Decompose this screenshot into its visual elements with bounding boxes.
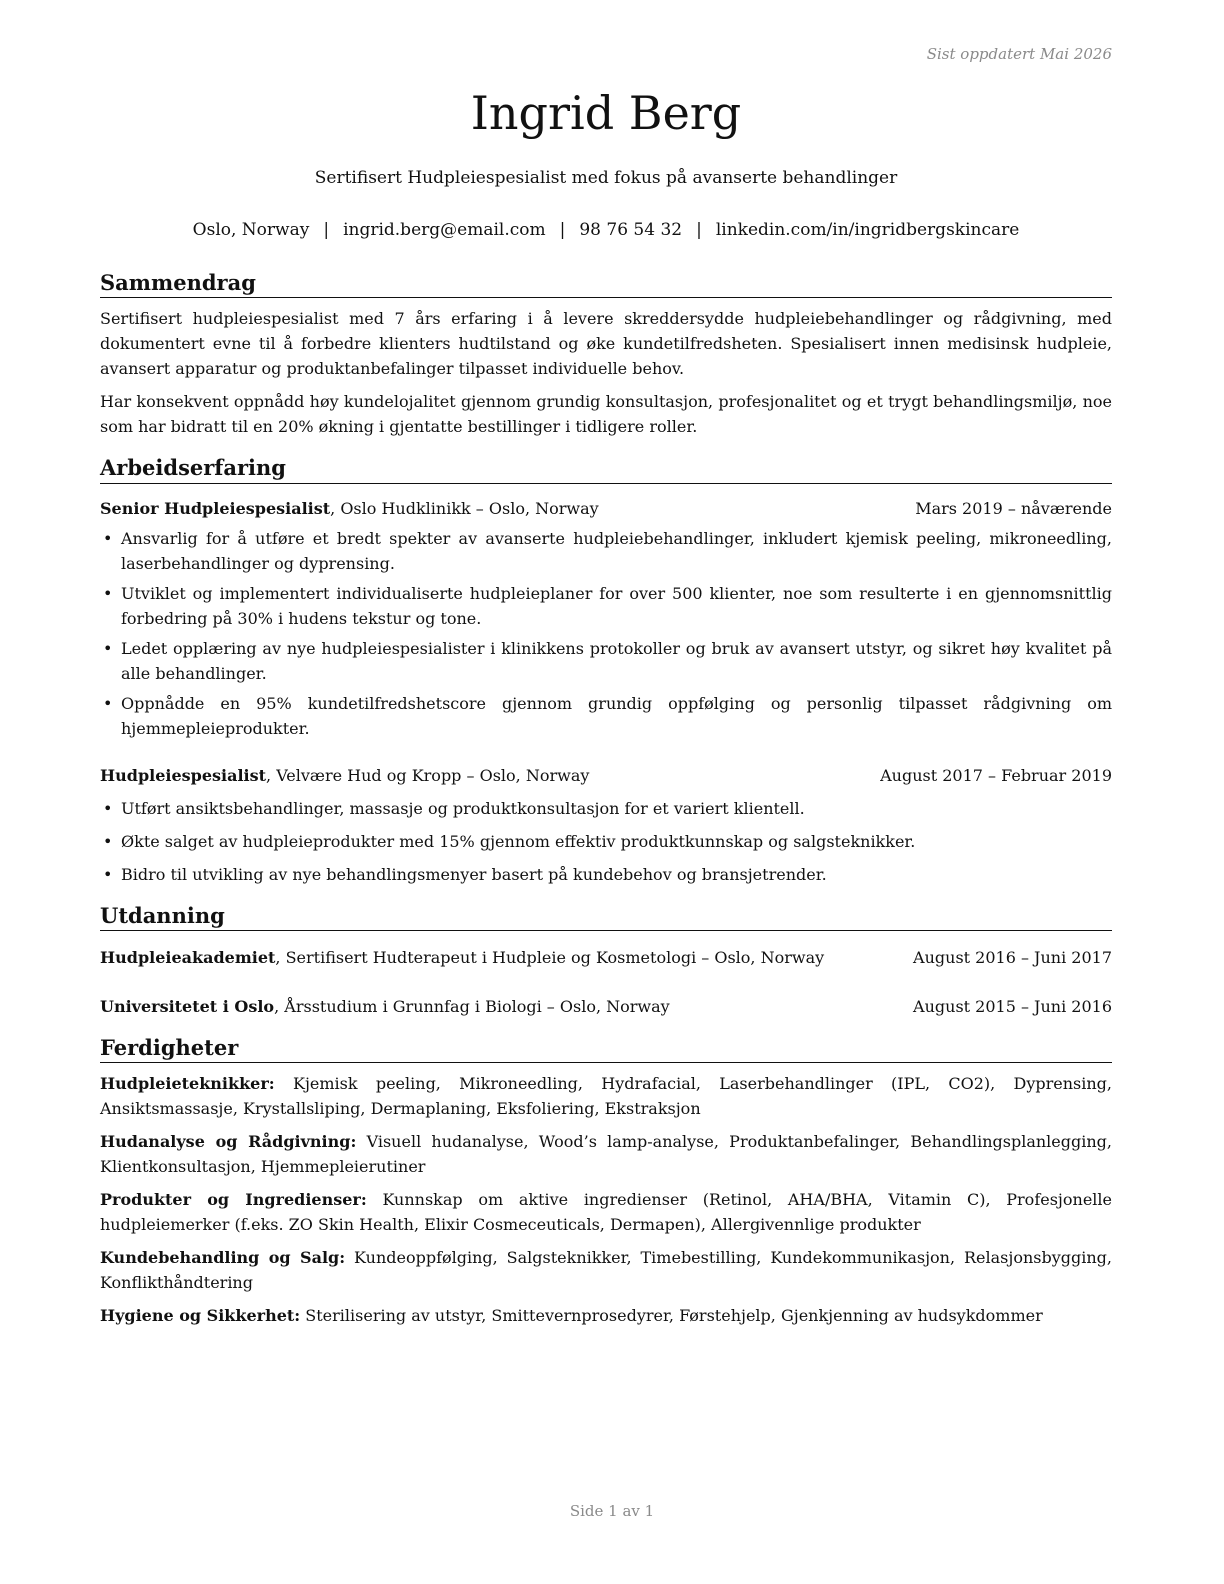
contact-line — [100, 220, 1112, 240]
section-title-experience: Arbeidserfaring — [100, 455, 1112, 483]
list-item: • Oppnådde en 95% kundetilfredshetscore gjennom grundig oppfølging og personlig tilpasset rådgivning om hjemmepleieprodukter. — [100, 691, 1112, 741]
section-title-summary: Sammendrag — [100, 270, 1112, 298]
skill-row — [100, 1187, 1112, 1237]
contact-linkedin[interactable]: linkedin.com/in/ingridbergskincare — [715, 220, 1020, 240]
job-header — [100, 763, 1112, 788]
education-school: Universitetet i Oslo — [100, 996, 275, 1016]
list-item: • Ansvarlig for å utføre et bredt spekter av avanserte hudpleiebehandlinger, inkludert kjemisk peeling, mikroneedling, laserbehandlinger og dyprensing. — [100, 526, 1112, 576]
skill-row — [100, 1071, 1112, 1121]
list-item: • Bidro til utvikling av nye behandlingsmenyer basert på kundebehov og bransjetrender. — [100, 862, 1112, 887]
skill-row — [100, 1303, 1112, 1328]
job-employer: , Oslo Hudklinikk – Oslo, Norway — [330, 498, 599, 518]
job-title-line — [100, 496, 599, 521]
contact-location: Oslo, Norway — [192, 220, 310, 240]
last-updated-note: Sist oppdatert Mai 2026 — [926, 45, 1112, 63]
skill-text: Kjemisk peeling, Mikroneedling, Hydrafacial, Laserbehandlinger (IPL, CO2), Dyprensing, Ansiktsmassasje, Krystallsliping, Dermaplaning, Eksfoliering, Ekstraksjon — [100, 1074, 1112, 1118]
contact-phone: 98 76 54 32 — [579, 220, 683, 240]
summary-paragraph: Sertifisert hudpleiespesialist med 7 års erfaring i å levere skreddersydde hudpleiebehandlinger og rådgivning, med dokumentert evne til å forbedre klienters hudtilstand og øke kundetilfredsheten. Spesialisert innen medisinsk hudpleie, avansert apparatur og produktanbefalinger tilpasset individuelle behov. — [100, 309, 1112, 379]
skill-label: Hudanalyse og Rådgivning: — [100, 1132, 357, 1151]
job-employer: , Velvære Hud og Kropp – Oslo, Norway — [266, 765, 590, 785]
skill-label: Hygiene og Sikkerhet: — [100, 1306, 301, 1325]
job-dates: Mars 2019 – nåværende — [915, 498, 1112, 518]
skill-text: Visuell hudanalyse, Wood’s lamp-analyse, Produktanbefalinger, Behandlingsplanlegging, Klientkonsultasjon, Hjemmepleierutiner — [100, 1132, 1112, 1176]
education-school: Hudpleieakademiet — [100, 947, 276, 967]
job-bullets — [100, 796, 1112, 887]
skill-label: Produkter og Ingredienser: — [100, 1190, 367, 1209]
skill-label: Hudpleieteknikker: — [100, 1074, 275, 1093]
education-dates: August 2016 – Juni 2017 — [913, 947, 1112, 967]
education-dates: August 2015 – Juni 2016 — [913, 996, 1112, 1016]
summary-paragraph: Har konsekvent oppnådd høy kundelojalitet gjennom grundig konsultasjon, profesjonalitet og et trygt behandlingsmiljø, noe som har bidratt til en 20% økning i gjentatte bestillinger i tidligere roller. — [100, 392, 1112, 437]
candidate-tagline: Sertifisert Hudpleiespesialist med fokus på avanserte behandlinger — [314, 168, 898, 188]
job-dates: August 2017 – Februar 2019 — [880, 765, 1112, 785]
skill-text: Kundeoppfølging, Salgsteknikker, Timebestilling, Kundekommunikasjon, Relasjonsbygging, Konflikthåndtering — [100, 1248, 1112, 1292]
list-item: • Ledet opplæring av nye hudpleiespesialister i klinikkens protokoller og bruk av avansert utstyr, og sikret høy kvalitet på alle behandlinger. — [100, 636, 1112, 686]
section-title-skills: Ferdigheter — [100, 1035, 1112, 1063]
skill-row — [100, 1245, 1112, 1295]
job-role: Hudpleiespesialist — [100, 765, 267, 785]
list-item: • Økte salget av hudpleieprodukter med 15% gjennom effektiv produktkunnskap og salgsteknikker. — [100, 829, 1112, 854]
contact-email[interactable]: ingrid.berg@email.com — [343, 220, 546, 240]
section-title-education: Utdanning — [100, 903, 1112, 931]
contact-separator: | — [323, 220, 330, 240]
job-bullets — [100, 526, 1112, 741]
list-item: • Utviklet og implementert individualiserte hudpleieplaner for over 500 klienter, noe som resulterte i en gjennomsnittlig forbedring på 30% i hudens tekstur og tone. — [100, 581, 1112, 631]
contact-separator: | — [696, 220, 702, 240]
skill-text: Kunnskap om aktive ingredienser (Retinol, AHA/BHA, Vitamin C), Profesjonelle hudpleiemerker (f.eks. ZO Skin Health, Elixir Cosmeceuticals, Dermapen), Allergivennlige produkter — [100, 1190, 1112, 1234]
page-number: Side 1 av 1 — [569, 1502, 655, 1520]
skill-text: Sterilisering av utstyr, Smittevernprosedyrer, Førstehjelp, Gjenkjenning av hudsykdommer — [300, 1306, 1043, 1325]
skill-row — [100, 1129, 1112, 1179]
resume-body — [100, 270, 1112, 1328]
job-title-line — [100, 763, 589, 788]
education-line — [100, 994, 670, 1019]
education-line — [100, 945, 824, 970]
education-detail: , Årsstudium i Grunnfag i Biologi – Oslo, Norway — [274, 996, 670, 1016]
education-row — [100, 994, 1112, 1019]
candidate-name: Ingrid Berg — [470, 86, 742, 140]
skill-label: Kundebehandling og Salg: — [100, 1248, 346, 1267]
list-item: • Utført ansiktsbehandlinger, massasje og produktkonsultasjon for et variert klientell. — [100, 796, 1112, 821]
job-role: Senior Hudpleiespesialist — [100, 498, 331, 518]
education-detail: , Sertifisert Hudterapeut i Hudpleie og Kosmetologi – Oslo, Norway — [275, 947, 825, 967]
job-header — [100, 496, 1112, 521]
contact-separator: | — [559, 220, 566, 240]
education-row — [100, 945, 1112, 970]
